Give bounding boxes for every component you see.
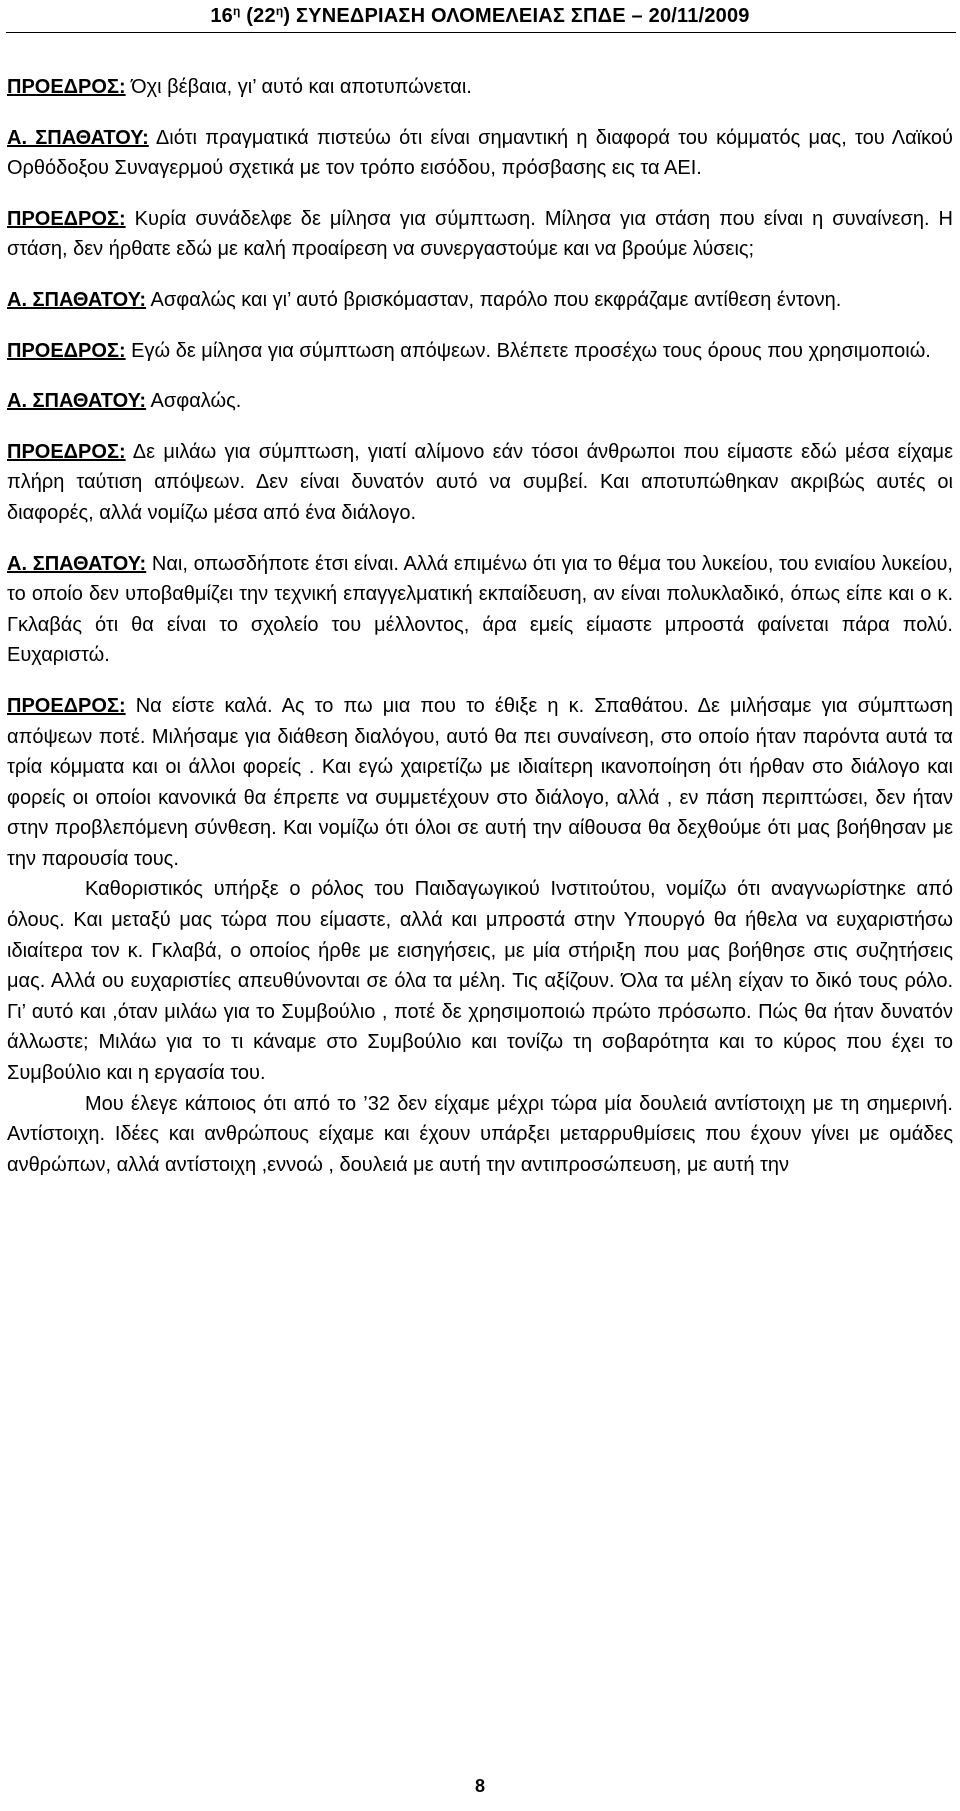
speech-text: Εγώ δε μίλησα για σύμπτωση απόψεων. Βλέπετε προσέχω τους όρους που χρησιμοποιώ. (125, 339, 931, 362)
speaker-label: Α. ΣΠΑΘΑΤΟΥ: (7, 552, 147, 575)
page-header (0, 4, 960, 28)
page-number: 8 (474, 1776, 485, 1796)
speaker-label: ΠΡΟΕΔΡΟΣ: (7, 76, 126, 98)
speaker-label: ΠΡΟΕΔΡΟΣ: (7, 694, 126, 717)
speaker-label: ΠΡΟΕΔΡΟΣ: (7, 440, 126, 463)
speech-text: Κυρία συνάδελφε δε μίλησα για σύμπτωση. Μίλησα για στάση που είναι η συναίνεση. Η στάση, δεν ήρθατε εδώ με καλή προαίρεση να συνεργαστούμε και να βρούμε λύσεις; (7, 207, 953, 261)
header-ordinal-suffix-2: η (275, 4, 284, 18)
speaker-label: Α. ΣΠΑΘΑΤΟΥ: (7, 288, 147, 311)
transcript-paragraph (7, 336, 953, 367)
speaker-label: ΠΡΟΕΔΡΟΣ: (7, 207, 126, 230)
speech-text: Ασφαλώς. (146, 390, 242, 413)
transcript-paragraph (7, 285, 953, 316)
speech-text: Ναι, οπωσδήποτε έτσι είναι. Αλλά επιμένω ότι για το θέμα του λυκείου, του ενιαίου λυκείου, το οποίο δεν υποβαθμίζει την τεχνική επαγγελματική εκπαίδευση, αν είναι πολυκλαδικό, όπως είπε και ο κ. Γκλαβάς ότι θα είναι το σχολείο του μέλλοντος, άρα εμείς είμαστε μπροστά φαίνεται πάρα πολύ. Ευχαριστώ. (7, 552, 953, 667)
speaker-label: ΠΡΟΕΔΡΟΣ: (7, 339, 126, 362)
speech-text: Δε μιλάω για σύμπτωση, γιατί αλίμονο εάν τόσοι άνθρωποι που είμαστε εδώ μέσα είχαμε πλήρη ταύτιση απόψεων. Δεν είναι δυνατόν αυτό να συμβεί. Και αποτυπώθηκαν ακριβώς αυτές οι διαφορές, αλλά νομίζω μέσα από ένα διάλογο. (7, 440, 953, 524)
transcript-paragraph (7, 1089, 953, 1181)
transcript-paragraph (7, 874, 953, 1088)
speech-text: Διότι πραγματικά πιστεύω ότι είναι σημαντική η διαφορά του κόμματός μας, του Λαϊκού Ορθόδοξου Συναγερμού σχετικά με τον τρόπο εισόδου, πρόσβασης εις τα ΑΕΙ. (7, 126, 953, 180)
speech-text: Ασφαλώς και γι’ αυτό βρισκόμασταν, παρόλο που εκφράζαμε αντίθεση έντονη. (146, 288, 842, 311)
transcript-paragraph (7, 204, 953, 265)
speaker-label: Α. ΣΠΑΘΑΤΟΥ: (7, 126, 149, 149)
speaker-label: Α. ΣΠΑΘΑΤΟΥ: (7, 390, 147, 413)
transcript-paragraph (7, 549, 953, 671)
speech-text: Όχι βέβαια, γι’ αυτό και αποτυπώνεται. (125, 76, 472, 98)
speech-text: Μου έλεγε κάποιος ότι από το ’32 δεν είχαμε μέχρι τώρα μία δουλειά αντίστοιχη με τη σημερινή. Αντίστοιχη. Ιδέες και ανθρώπους είχαμε και έχουν υπάρξει μεταρρυθμίσεις που έχουν γίνει με ομάδες ανθρώπων, αλλά αντίστοιχη ,εννοώ , δουλειά με αυτή την αντιπροσώπευση, με αυτή την (7, 1092, 953, 1176)
transcript-paragraph (7, 691, 953, 875)
transcript-paragraph (7, 386, 953, 417)
speech-text: Καθοριστικός υπήρξε ο ρόλος του Παιδαγωγικού Ινστιτούτου, νομίζω ότι αναγνωρίστηκε από όλους. Και μεταξύ μας τώρα που είμαστε, αλλά και μπροστά στην Υπουργό θα ήθελα να ευχαριστήσω ιδιαίτερα τον κ. Γκλαβά, ο οποίος ήρθε με εισηγήσεις, με μία στήριξη που μας βοήθησε στις συζητήσεις μας. Αλλά ου ευχαριστίες απευθύνονται σε όλα τα μέλη. Τις αξίζουν. Όλα τα μέλη είχαν το δικό τους ρόλο. Γι’ αυτό και ,όταν μιλάω για το Συμβούλιο , ποτέ δε χρησιμοποιώ πρώτο πρόσωπο. Πώς θα ήταν δυνατόν άλλωστε; Μιλάω για το τι κάναμε στο Συμβούλιο και τονίζω τη σοβαρότητα και το κύρος που έχει το Συμβούλιο και η εργασία του. (7, 878, 953, 1085)
header-divider (6, 32, 956, 33)
speech-text: Να είστε καλά. Ας το πω μια που το έθιξε η κ. Σπαθάτου. Δε μιλήσαμε για σύμπτωση απόψεων ποτέ. Μιλήσαμε για διάθεση διαλόγου, αυτό θα πει συναίνεση, στο οποίο ήταν παρόντα αυτά τα τρία κόμματα και οι άλλοι φορείς . Και εγώ χαιρετίζω με ιδιαίτερη ικανοποίηση ότι ήρθαν στο διάλογο και φορείς οι οποίοι κανονικά θα έπρεπε να συμμετέχουν στο διάλογο, αλλά , εν πάση περιπτώσει, δεν ήταν στην προβλεπόμενη σύνθεση. Και νομίζω ότι όλοι σε αυτή την αίθουσα θα δεχθούμε ότι μας βοήθησαν με την παρουσία τους. (7, 694, 953, 870)
header-title: ) ΣΥΝΕΔΡΙΑΣΗ ΟΛΟΜΕΛΕΙΑΣ ΣΠΔΕ – 20/11/2009 (283, 5, 750, 27)
header-ordinal-suffix: η (233, 4, 241, 18)
transcript-body (7, 72, 953, 1180)
header-session-number: 16 (210, 5, 234, 27)
transcript-paragraph (7, 437, 953, 529)
transcript-paragraph (7, 123, 953, 184)
header-meeting-number: (22 (240, 5, 276, 27)
transcript-paragraph (7, 72, 953, 103)
